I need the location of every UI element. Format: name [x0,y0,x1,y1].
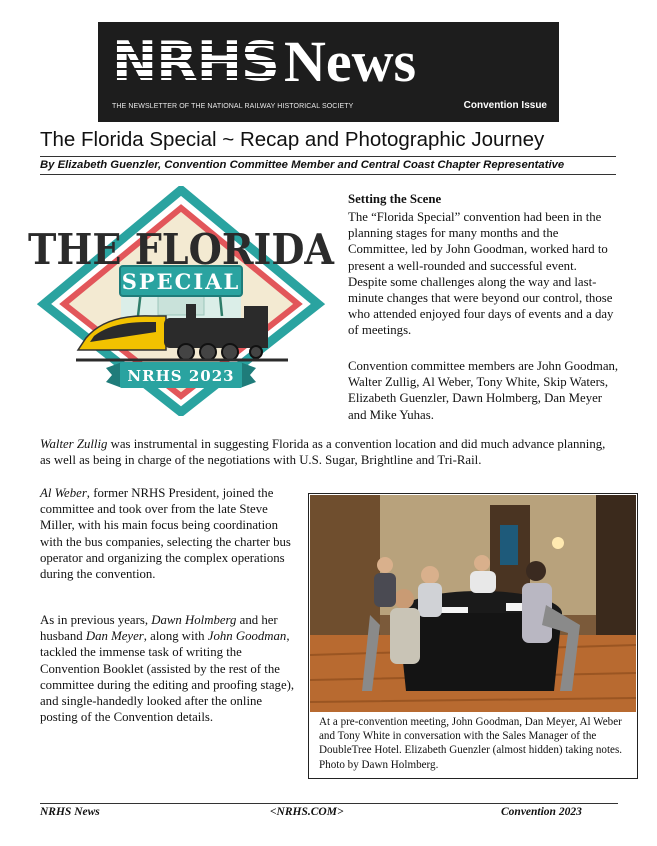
byline: By Elizabeth Guenzler, Convention Committee Member and Central Coast Chapter Representative [40,159,565,171]
holmberg-text-1: As in previous years, [40,613,152,627]
photo-person-1-head [421,566,439,584]
article-title: The Florida Special ~ Recap and Photographic Journey [40,128,545,151]
zullig-text: was instrumental in suggesting Florida as a convention location and did much advance planning, as well as being in charge of the negotiations with U.S. Sugar, Brightline and Tri-Rail. [40,437,606,468]
photo-person-3-body [374,573,396,607]
logo-locomotive-cab [244,306,268,348]
logo-special-text: SPECIAL [121,269,241,294]
photo-papers [438,607,468,613]
photo-door-window [500,525,518,565]
holmberg-text-2: and her husband [40,613,278,644]
masthead-nrhs: NRHS [112,30,279,93]
logo-smokestack [186,304,196,320]
logo-ribbon-text: NRHS 2023 [127,367,235,385]
weber-name: Al Weber [40,486,87,500]
holmberg-name: Dawn Holmberg [151,613,237,627]
weber-text: , former NRHS President, joined the committee and took over from the late Steve Miller, with his main focus being coordination with the bus companies, selecting the charter bus operator and organizing the complex operations during the convention. [40,486,291,582]
masthead-tagline: THE NEWSLETTER OF THE NATIONAL RAILWAY HISTORICAL SOCIETY [112,103,354,110]
logo-wheel-2 [200,344,216,360]
title-divider [40,156,616,157]
footer-website: <NRHS.COM> [270,806,344,818]
logo-wheel-1 [178,344,194,360]
photo-person-2-body [390,608,420,664]
footer-issue: Convention 2023 [501,806,582,818]
footer-divider [40,803,618,804]
committee-paragraph: Convention committee members are John Goodman, Walter Zullig, Al Weber, Tony White, Skip Waters, Elizabeth Guenzler, Dawn Holmberg, Dan Meyer and Mike Yuhas. [348,359,619,422]
holmberg-paragraph [40,612,302,725]
logo-title-text: THE FLORIDA [28,225,336,274]
issue-label: Convention Issue [463,100,547,111]
logo-wheel-4 [250,346,262,358]
zullig-paragraph [40,436,618,468]
setting-paragraph: The “Florida Special” convention had been in the planning stages for many months and the Committee, led by John Goodman, worked hard to present a well-rounded and successful event. Despite some challenges along the way and last-minute changes that were beyond our control, those who attended enjoyed four days of events and a day of meetings. [348,210,614,338]
photo-person-4-head [474,555,490,571]
logo-ribbon-tail-left [106,362,122,388]
meeting-photo [310,495,636,712]
photo-person-2-head [394,589,414,609]
byline-divider [40,174,616,175]
logo-ribbon-tail-right [240,362,256,388]
logo-wheel-3 [222,344,238,360]
zullig-name: Walter Zullig [40,437,108,451]
meyer-name: Dan Meyer [85,629,144,644]
footer-publication: NRHS News [40,806,100,818]
goodman-name: John Goodman [207,629,287,644]
weber-paragraph [40,485,302,582]
masthead-news: News [284,29,417,94]
photo-sconce [552,537,564,549]
photo-person-3-head [377,557,393,573]
photo-person-4-body [470,571,496,593]
section-heading-setting: Setting the Scene [348,192,442,206]
photo-frame [308,493,638,779]
holmberg-text-3: , along with [143,629,208,644]
photo-person-1-body [418,583,442,617]
holmberg-text-4: , tackled the immense task of writing the Convention Booklet (assisted by the rest of the committee during the editing and proofing stage), and single-handedly looked after the online posting of the Convention details. [40,629,295,725]
photo-caption: At a pre-convention meeting, John Goodman, Dan Meyer, Al Weber and Tony White in conversation with the Sales Manager of the DoubleTree Hotel. Elizabeth Guenzler (almost hidden) taking notes. Photo by Dawn Holmberg. [319,716,623,771]
photo-person-5-head [526,561,546,581]
masthead [98,22,559,122]
florida-special-logo [26,186,336,416]
